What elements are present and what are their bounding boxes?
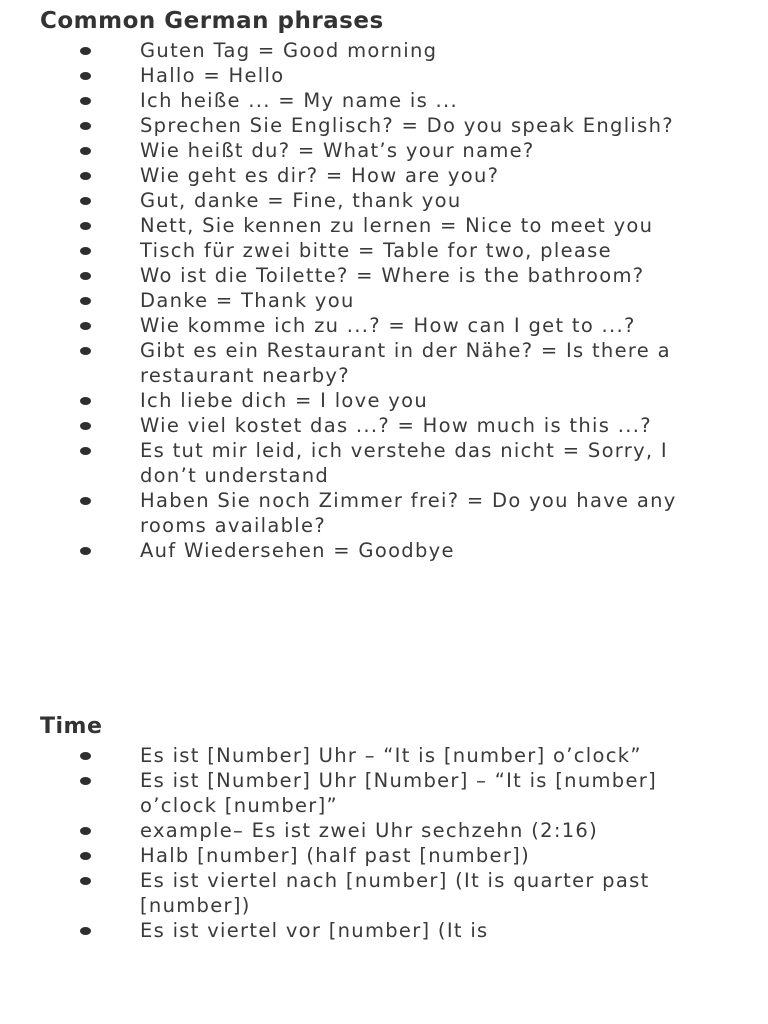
bullet-icon xyxy=(80,447,91,455)
bullet-icon xyxy=(80,422,91,430)
list-item xyxy=(0,868,768,918)
list-item xyxy=(0,338,768,388)
phrase-text: Es tut mir leid, ich verstehe das nicht = Sorry, I don’t understand xyxy=(140,439,668,487)
time-item-text: Halb [number] (half past [number]) xyxy=(140,844,530,867)
time-item-text: example– Es ist zwei Uhr sechzehn (2:16) xyxy=(140,819,599,842)
bullet-icon xyxy=(80,777,91,785)
list-item xyxy=(0,818,768,843)
bullet-icon xyxy=(80,347,91,355)
bullet-icon xyxy=(80,752,91,760)
list-item xyxy=(0,388,768,413)
list-item xyxy=(0,113,768,138)
list-item xyxy=(0,88,768,113)
list-item xyxy=(0,288,768,313)
list-item xyxy=(0,743,768,768)
list-item xyxy=(0,213,768,238)
phrase-text: Wie komme ich zu ...? = How can I get to ...? xyxy=(140,314,636,337)
bullet-icon xyxy=(80,547,91,555)
list-item xyxy=(0,188,768,213)
bullet-icon xyxy=(80,877,91,885)
list-item xyxy=(0,768,768,818)
phrase-text: Tisch für zwei bitte = Table for two, please xyxy=(140,239,612,262)
list-item xyxy=(0,538,768,563)
phrase-text: Wo ist die Toilette? = Where is the bathroom? xyxy=(140,264,645,287)
time-item-text: Es ist [Number] Uhr – “It is [number] o’clock” xyxy=(140,744,642,767)
phrase-text: Ich liebe dich = I love you xyxy=(140,389,429,412)
phrase-text: Hallo = Hello xyxy=(140,64,285,87)
bullet-icon xyxy=(80,247,91,255)
bullet-icon xyxy=(80,97,91,105)
phrase-text: Wie geht es dir? = How are you? xyxy=(140,164,500,187)
bullet-icon xyxy=(80,322,91,330)
list-item xyxy=(0,38,768,63)
list-item xyxy=(0,488,768,538)
list-item xyxy=(0,918,768,943)
phrase-text: Gut, danke = Fine, thank you xyxy=(140,189,462,212)
time-list xyxy=(0,743,768,943)
bullet-icon xyxy=(80,72,91,80)
bullet-icon xyxy=(80,47,91,55)
bullet-icon xyxy=(80,297,91,305)
list-item xyxy=(0,238,768,263)
list-item xyxy=(0,138,768,163)
bullet-icon xyxy=(80,122,91,130)
list-item xyxy=(0,263,768,288)
phrase-text: Haben Sie noch Zimmer frei? = Do you have any rooms available? xyxy=(140,489,677,537)
phrase-text: Danke = Thank you xyxy=(140,289,355,312)
phrase-text: Wie heißt du? = What’s your name? xyxy=(140,139,535,162)
phrase-text: Gibt es ein Restaurant in der Nähe? = Is there a restaurant nearby? xyxy=(140,339,671,387)
phrase-text: Wie viel kostet das ...? = How much is this ...? xyxy=(140,414,652,437)
bullet-icon xyxy=(80,397,91,405)
phrase-text: Guten Tag = Good morning xyxy=(140,39,438,62)
list-item xyxy=(0,413,768,438)
phrase-text: Ich heiße ... = My name is ... xyxy=(140,89,459,112)
bullet-icon xyxy=(80,927,91,935)
list-item xyxy=(0,313,768,338)
bullet-icon xyxy=(80,272,91,280)
page-title: Common German phrases xyxy=(40,8,384,34)
bullet-icon xyxy=(80,147,91,155)
list-item xyxy=(0,163,768,188)
list-item xyxy=(0,843,768,868)
list-item xyxy=(0,63,768,88)
bullet-icon xyxy=(80,222,91,230)
bullet-icon xyxy=(80,497,91,505)
phrase-text: Nett, Sie kennen zu lernen = Nice to meet you xyxy=(140,214,654,237)
phrases-list xyxy=(0,38,768,563)
list-item xyxy=(0,438,768,488)
bullet-icon xyxy=(80,827,91,835)
bullet-icon xyxy=(80,852,91,860)
time-item-text: Es ist viertel nach [number] (It is quarter past [number]) xyxy=(140,869,650,917)
phrase-text: Sprechen Sie Englisch? = Do you speak English? xyxy=(140,114,674,137)
bullet-icon xyxy=(80,197,91,205)
time-item-text: Es ist viertel vor [number] (It is xyxy=(140,919,489,942)
time-item-text: Es ist [Number] Uhr [Number] – “It is [number] o’clock [number]” xyxy=(140,769,657,817)
section-heading-time: Time xyxy=(40,714,103,739)
bullet-icon xyxy=(80,172,91,180)
phrase-text: Auf Wiedersehen = Goodbye xyxy=(140,539,455,562)
